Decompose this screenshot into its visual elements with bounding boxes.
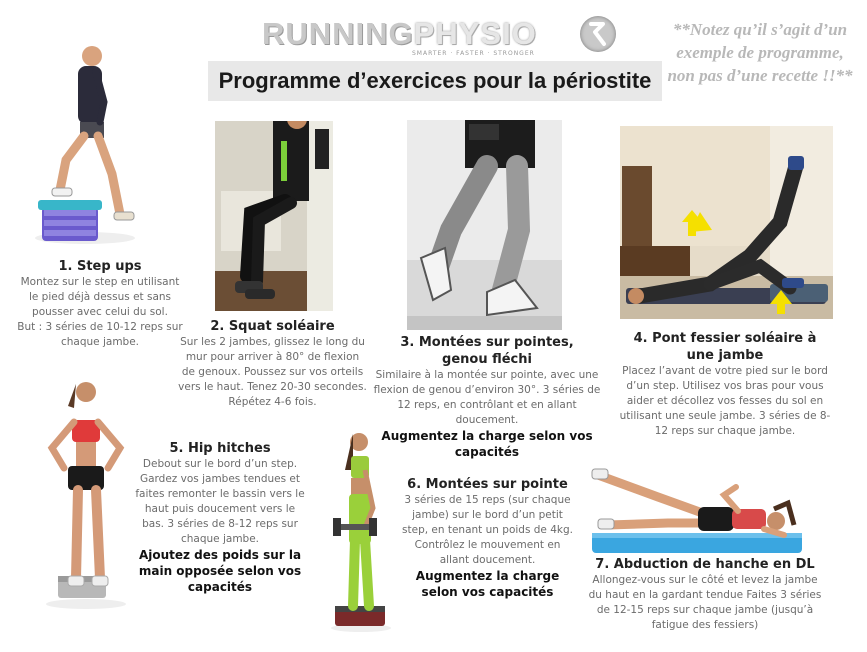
squat-soleaire-photo	[215, 121, 333, 311]
exercise-3	[372, 334, 602, 460]
exercise-6-text: 3 séries de 15 reps (sur chaque jambe) sur le bord d’un petit step, en tenant un poids de 4kg. Contrôlez le mouvement en allant doucement.	[402, 494, 573, 566]
exercise-3-advice: Augmentez la charge selon vos capacités	[381, 429, 593, 459]
exercise-4-title: 4. Pont fessier soléaire à une jambe	[633, 331, 817, 363]
exercise-2-text: Sur les 2 jambes, glissez le long du mur pour arriver à 80° de flexion de genoux. Poussez sur vos orteils vers le haut. Tenez 20-30 secondes. Répétez 4-6 fois.	[178, 336, 367, 408]
page-title: Programme d’exercices pour la périostite	[218, 68, 652, 93]
step-ups-photo	[30, 42, 140, 248]
exercise-5	[135, 440, 305, 595]
exercise-1	[15, 258, 185, 350]
hip-hitches-photo	[38, 378, 134, 610]
exercise-3-text: Similaire à la montée sur pointe, avec une flexion de genou d’environ 30°. 3 séries de 12 reps, en contrôlant et en allant doucement.	[373, 369, 601, 426]
abduction-hanche-photo	[588, 463, 806, 558]
logo-text-physio: PHYSIO	[413, 16, 537, 51]
exercise-2-title: 2. Squat soléaire	[210, 319, 335, 334]
exercise-6-title: 6. Montées sur pointe	[407, 477, 568, 492]
exercise-7-text: Allongez-vous sur le côté et levez la jambe du haut en la gardant tendue Faites 3 séries de 12-15 reps sur chaque jambe (jusqu’à fatigue des fessiers)	[588, 574, 822, 631]
exercise-6	[395, 476, 580, 600]
exercise-5-text: Debout sur le bord d’un step. Gardez vos jambes tendues et faites remonter le bassin vers le haut puis doucement vers le bas. 3 séries de 8-12 reps sur chaque jambe.	[135, 458, 305, 545]
exercise-4-text: Placez l’avant de votre pied sur le bord d’un step. Utilisez vos bras pour vous aider et décollez vos fesses du sol en utilisant une seule jambe. 3 séries de 8-12 reps sur chaque jambe.	[619, 365, 831, 437]
disclaimer-note: **Notez qu’il s’agit d’un exemple de programme, non pas d’une recette !!**	[667, 20, 853, 85]
title-bar	[208, 61, 662, 101]
exercise-3-title: 3. Montées sur pointes, genou fléchi	[400, 335, 574, 367]
exercise-7-title: 7. Abduction de hanche en DL	[595, 557, 815, 572]
exercise-1-title: 1. Step ups	[58, 259, 142, 274]
montees-pointes-genou-photo	[407, 120, 562, 330]
pont-fessier-photo	[620, 126, 833, 319]
exercise-1-goal: But : 3 séries de 10-12 reps sur chaque jambe.	[17, 321, 183, 348]
exercise-5-title: 5. Hip hitches	[169, 441, 271, 456]
logo-text-running: RUNNING	[262, 16, 414, 51]
logo-tagline: SMARTER · FASTER · STRONGER	[412, 50, 535, 57]
logo-badge-icon	[580, 16, 616, 52]
runningphysio-logo	[262, 14, 622, 58]
exercise-5-advice: Ajoutez des poids sur la main opposée selon vos capacités	[138, 548, 302, 594]
exercise-7	[585, 556, 825, 633]
exercise-2	[170, 318, 375, 410]
exercise-6-advice: Augmentez la charge selon vos capacités	[415, 569, 560, 599]
montees-pointe-photo	[329, 430, 393, 633]
exercise-1-text: Montez sur le step en utilisant le pied déjà dessus et sans pousser avec celui du sol.	[20, 276, 180, 318]
exercise-4	[615, 330, 835, 439]
